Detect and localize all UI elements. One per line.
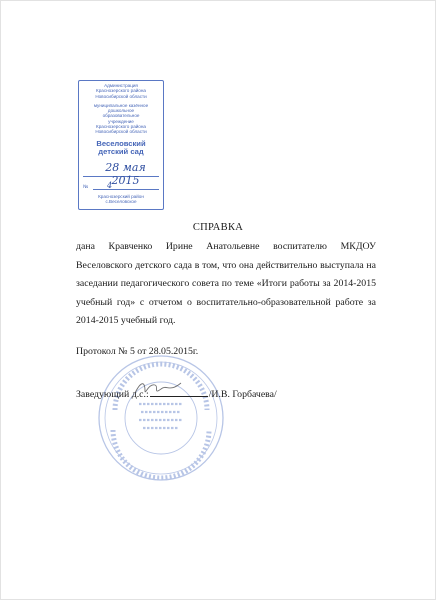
stamp-institution-line: Краснозерского района [96, 124, 146, 130]
stamp-number-field [83, 180, 159, 190]
stamp-institution-line: дошкольное [107, 108, 135, 114]
stamp-footer-line: Краснозерский район [98, 193, 144, 199]
certificate-paragraph: дана Кравченко Ирине Анатольевне воспитателю МКДОУ Веселовского детского сада в том, что она действительно выступала на заседании педагогического совета по теме «Итоги работы за 2014-2015 учебный год» с отчетом о воспитательно-образовательной работе за 2014-2015 учебный год. [76, 241, 376, 326]
stamp-institution-line: муниципальное казённое [93, 102, 149, 108]
document-body [76, 238, 376, 361]
signatory-name: /И.В. Горбачева/ [208, 389, 277, 400]
stamp-institution-line: Новосибирской области [95, 129, 147, 135]
stamp-org-line: Новосибирской области [95, 93, 147, 99]
stamp-name-line: Веселовский [96, 138, 146, 148]
stamp-footer-line: с.Веселовское [105, 199, 137, 205]
signatory-role: Заведующий д.с.: [76, 389, 149, 400]
stamp-institution-name [79, 140, 163, 157]
stamp-footer [81, 194, 161, 205]
stamp-institution-block [81, 103, 161, 135]
stamp-institution-line: образовательное [102, 113, 140, 119]
stamp-number-handwritten: 4 [107, 180, 113, 190]
protocol-line: Протокол № 5 от 28.05.2015г. [76, 345, 199, 357]
institution-stamp [78, 80, 164, 210]
stamp-number-line [93, 189, 159, 190]
signature-row [76, 389, 277, 400]
round-seal-icon [95, 352, 227, 484]
document-title: СПРАВКА [192, 222, 244, 233]
stamp-institution-line: учреждение [108, 118, 134, 124]
stamp-org-block [81, 83, 161, 99]
stamp-name-line: детский сад [98, 147, 144, 157]
stamp-org-line: Краснозерского района [96, 88, 146, 94]
stamp-date-handwritten: 28 мая 2015 [105, 160, 146, 187]
stamp-org-line: Администрация [104, 83, 138, 88]
stamp-number-mark: № [83, 183, 89, 190]
signature-blank-line [150, 396, 208, 397]
